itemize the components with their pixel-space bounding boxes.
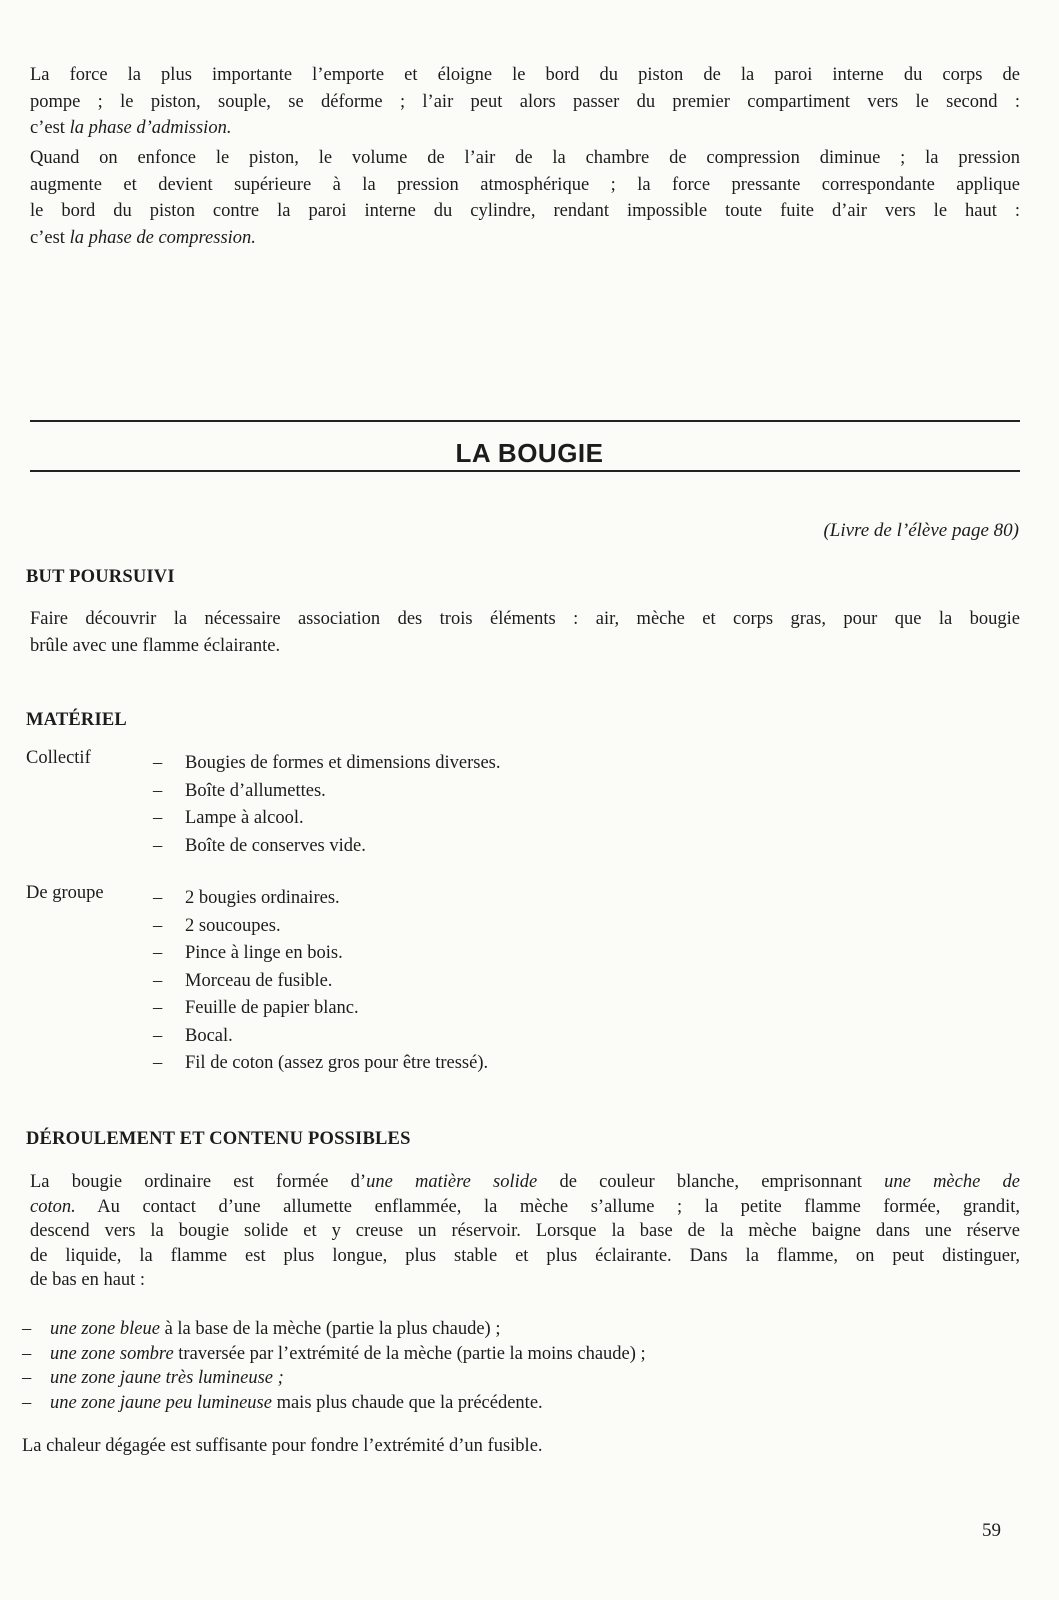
text-line: descend vers la bougie solide et y creuse un réservoir. Lorsque la base de la mèche baigne dans une réserve bbox=[30, 1221, 1020, 1241]
list-item: – Fil de coton (assez gros pour être tressé). bbox=[153, 1053, 489, 1073]
text-line: coton. Au contact d’une allumette enflammée, la mèche s’allume ; la petite flamme formée, grandit, bbox=[30, 1196, 1020, 1217]
label-de-groupe: De groupe bbox=[26, 883, 104, 903]
label-collectif: Collectif bbox=[26, 748, 91, 768]
intro-paragraph-1 bbox=[30, 62, 1020, 142]
list-de-groupe bbox=[153, 885, 488, 1078]
text-line: La bougie ordinaire est formée d’une matière solide de couleur blanche, emprisonnant une mèche de bbox=[30, 1172, 1020, 1192]
title-rule-top bbox=[30, 420, 1020, 422]
section-title: LA BOUGIE bbox=[455, 438, 604, 468]
heading-but: BUT POURSUIVI bbox=[26, 567, 175, 587]
list-item: – Bocal. bbox=[153, 1025, 233, 1046]
text-line: c’est la phase d’admission. bbox=[30, 118, 232, 138]
intro-paragraph-2 bbox=[30, 145, 1020, 251]
book-reference: (Livre de l’élève page 80) bbox=[823, 520, 1019, 541]
text-line: La chaleur dégagée est suffisante pour fondre l’extrémité d’un fusible. bbox=[22, 1436, 543, 1456]
text-line: de bas en haut : bbox=[30, 1270, 146, 1290]
text-line: Faire découvrir la nécessaire association des trois éléments : air, mèche et corps gras, pour que la bougie bbox=[30, 609, 1020, 629]
list-item: – Boîte de conserves vide. bbox=[153, 835, 366, 856]
list-item: – Lampe à alcool. bbox=[153, 808, 304, 828]
text-line: La force la plus importante l’emporte et éloigne le bord du piston de la paroi interne du corps de bbox=[30, 65, 1020, 85]
page-number: 59 bbox=[982, 1520, 1001, 1541]
text-line: pompe ; le piston, souple, se déforme ; l’air peut alors passer du premier compartiment vers le second : bbox=[30, 91, 1020, 112]
list-item: – une zone jaune très lumineuse ; bbox=[22, 1368, 284, 1388]
list-item: – Pince à linge en bois. bbox=[153, 943, 343, 963]
list-item: – Morceau de fusible. bbox=[153, 970, 333, 991]
text-line: Quand on enfonce le piston, le volume de l’air de la chambre de compression diminue ; la pression bbox=[30, 148, 1020, 168]
but-paragraph bbox=[30, 606, 1020, 659]
list-collectif bbox=[153, 750, 500, 860]
list-item: – une zone sombre traversée par l’extrémité de la mèche (partie la moins chaude) ; bbox=[22, 1343, 646, 1364]
text-line: brûle avec une flamme éclairante. bbox=[30, 635, 281, 656]
heading-deroulement: DÉROULEMENT ET CONTENU POSSIBLES bbox=[26, 1129, 411, 1149]
title-rule-bottom bbox=[30, 470, 1020, 472]
list-item: – Boîte d’allumettes. bbox=[153, 780, 326, 801]
text-line: augmente et devient supérieure à la pression atmosphérique ; la force pressante correspondante applique bbox=[30, 174, 1020, 195]
list-item: – une zone jaune peu lumineuse mais plus chaude que la précédente. bbox=[22, 1392, 543, 1413]
flame-zones-list bbox=[22, 1317, 646, 1415]
list-item: – Feuille de papier blanc. bbox=[153, 998, 359, 1018]
conclusion-paragraph bbox=[22, 1433, 1012, 1460]
text-line: de liquide, la flamme est plus longue, plus stable et plus éclairante. Dans la flamme, on peut distinguer, bbox=[30, 1245, 1020, 1266]
deroulement-paragraph bbox=[30, 1170, 1020, 1293]
list-item: – 2 bougies ordinaires. bbox=[153, 888, 340, 908]
text-line: c’est la phase de compression. bbox=[30, 227, 256, 248]
heading-materiel: MATÉRIEL bbox=[26, 710, 127, 730]
text-line: le bord du piston contre la paroi interne du cylindre, rendant impossible toute fuite d’air vers le haut : bbox=[30, 201, 1020, 221]
list-item: – Bougies de formes et dimensions diverses. bbox=[153, 753, 501, 773]
list-item: – une zone bleue à la base de la mèche (partie la plus chaude) ; bbox=[22, 1319, 501, 1339]
list-item: – 2 soucoupes. bbox=[153, 915, 281, 936]
